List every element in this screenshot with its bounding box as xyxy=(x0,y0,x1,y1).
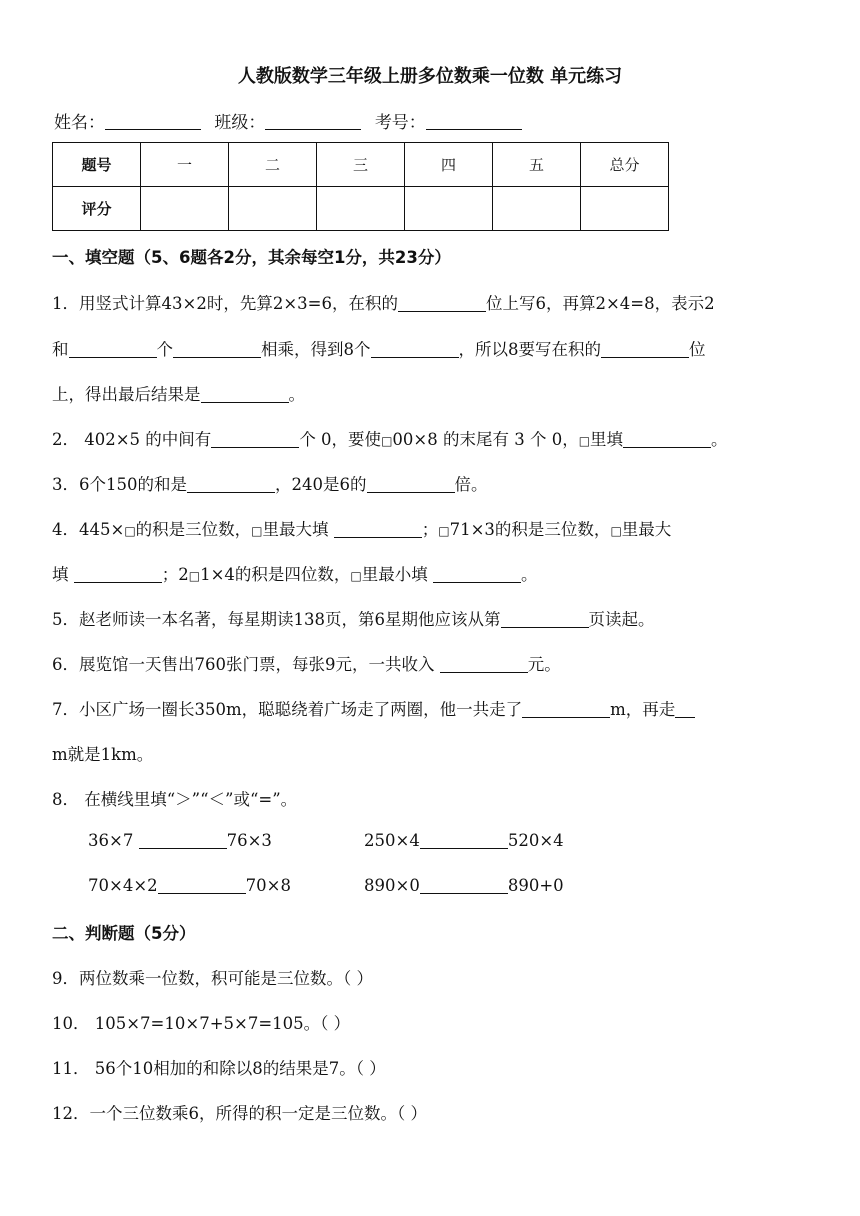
student-info-row xyxy=(54,108,530,133)
answer-blank[interactable] xyxy=(158,877,246,894)
score-table xyxy=(52,142,669,231)
score-header-cell: 题号 xyxy=(53,143,141,187)
score-cell[interactable] xyxy=(405,187,493,231)
score-row-label: 评分 xyxy=(53,187,141,231)
question-10: 10． 105×7=10×7+5×7=105。（ ） xyxy=(52,1014,351,1033)
score-header-cell: 三 xyxy=(317,143,405,187)
question-5: 5．赵老师读一本名著，每星期读138页，第6星期他应该从第 页读起。 xyxy=(52,610,655,629)
name-label: 姓名： xyxy=(54,113,105,133)
question-9: 9．两位数乘一位数，积可能是三位数。（ ） xyxy=(52,969,373,988)
score-table-header-row xyxy=(53,143,669,187)
score-cell[interactable] xyxy=(317,187,405,231)
score-cell[interactable] xyxy=(493,187,581,231)
question-4-line-2: 填 ；2□1×4的积是四位数，□里最小填 。 xyxy=(52,565,538,584)
class-blank[interactable] xyxy=(265,113,361,130)
score-header-cell: 五 xyxy=(493,143,581,187)
comparison-item: 890×0 890+0 xyxy=(364,876,564,895)
answer-blank[interactable] xyxy=(420,832,508,849)
answer-blank[interactable] xyxy=(420,877,508,894)
box-symbol: □ xyxy=(610,524,622,538)
answer-blank[interactable] xyxy=(173,341,261,358)
question-1-line-2: 和 个 相乘，得到8个 ，所以8要写在积的 位 xyxy=(52,340,706,359)
question-1-line-1: 1．用竖式计算43×2时，先算2×3=6，在积的 位上写6，再算2×4=8，表示2 xyxy=(52,294,715,313)
answer-blank[interactable] xyxy=(501,611,589,628)
question-7-line-2: m就是1km。 xyxy=(52,745,154,764)
question-4-line-1: 4．445×□的积是三位数，□里最大填 ；□71×3的积是三位数，□里最大 xyxy=(52,520,672,539)
question-7-line-1: 7．小区广场一圈长350m，聪聪绕着广场走了两圈，他一共走了 m，再走 xyxy=(52,696,695,720)
answer-blank[interactable] xyxy=(69,341,157,358)
answer-blank[interactable] xyxy=(371,341,459,358)
page-title: 人教版数学三年级上册多位数乘一位数 单元练习 xyxy=(237,66,623,87)
answer-blank[interactable] xyxy=(187,476,275,493)
answer-blank[interactable] xyxy=(367,476,455,493)
score-cell[interactable] xyxy=(141,187,229,231)
answer-blank[interactable] xyxy=(201,386,289,403)
question-6: 6．展览馆一天售出760张门票，每张9元，一共收入 元。 xyxy=(52,655,561,674)
box-symbol: □ xyxy=(188,569,201,583)
answer-blank[interactable] xyxy=(139,832,227,849)
answer-blank[interactable] xyxy=(398,295,486,312)
box-symbol: □ xyxy=(124,524,136,538)
box-symbol: □ xyxy=(381,434,393,448)
comparison-item: 250×4 520×4 xyxy=(364,831,564,850)
score-header-cell: 二 xyxy=(229,143,317,187)
answer-blank[interactable] xyxy=(334,521,422,538)
answer-blank[interactable] xyxy=(433,566,521,583)
answer-blank[interactable] xyxy=(601,341,689,358)
section2-heading: 二、判断题（5分） xyxy=(52,924,196,943)
score-cell[interactable] xyxy=(581,187,669,231)
answer-blank[interactable] xyxy=(211,431,299,448)
answer-blank[interactable] xyxy=(74,566,162,583)
comparison-item: 70×4×2 70×8 xyxy=(88,876,291,895)
question-3: 3．6个150的和是 ，240是6的 倍。 xyxy=(52,475,488,494)
name-blank[interactable] xyxy=(105,113,201,130)
box-symbol: □ xyxy=(251,524,263,538)
box-symbol: □ xyxy=(350,569,362,583)
exam-number-label: 考号： xyxy=(374,113,426,133)
answer-blank[interactable] xyxy=(522,701,610,718)
comparison-item: 36×7 76×3 xyxy=(88,831,272,850)
score-header-cell: 一 xyxy=(141,143,229,187)
section1-heading: 一、填空题（5、6题各2分，其余每空1分，共23分） xyxy=(52,248,451,267)
answer-blank[interactable] xyxy=(623,431,711,448)
answer-blank[interactable] xyxy=(675,701,695,718)
question-11: 11． 56个10相加的和除以8的结果是7。（ ） xyxy=(52,1059,386,1078)
answer-blank[interactable] xyxy=(440,656,528,673)
question-1-line-3: 上，得出最后结果是 。 xyxy=(52,385,305,404)
box-symbol: □ xyxy=(578,434,591,448)
question-8-intro: 8． 在横线里填“＞”“＜”或“=”。 xyxy=(52,790,298,809)
score-cell[interactable] xyxy=(229,187,317,231)
score-table-score-row xyxy=(53,187,669,231)
question-12: 12．一个三位数乘6，所得的积一定是三位数。（ ） xyxy=(52,1104,427,1123)
score-header-cell: 总分 xyxy=(581,143,669,187)
box-symbol: □ xyxy=(438,524,450,538)
class-label: 班级： xyxy=(214,113,266,133)
score-header-cell: 四 xyxy=(405,143,493,187)
question-2: 2． 402×5 的中间有 个 0，要使□00×8 的末尾有 3 个 0，□里填 。 xyxy=(52,430,728,449)
exam-number-blank[interactable] xyxy=(426,113,522,130)
